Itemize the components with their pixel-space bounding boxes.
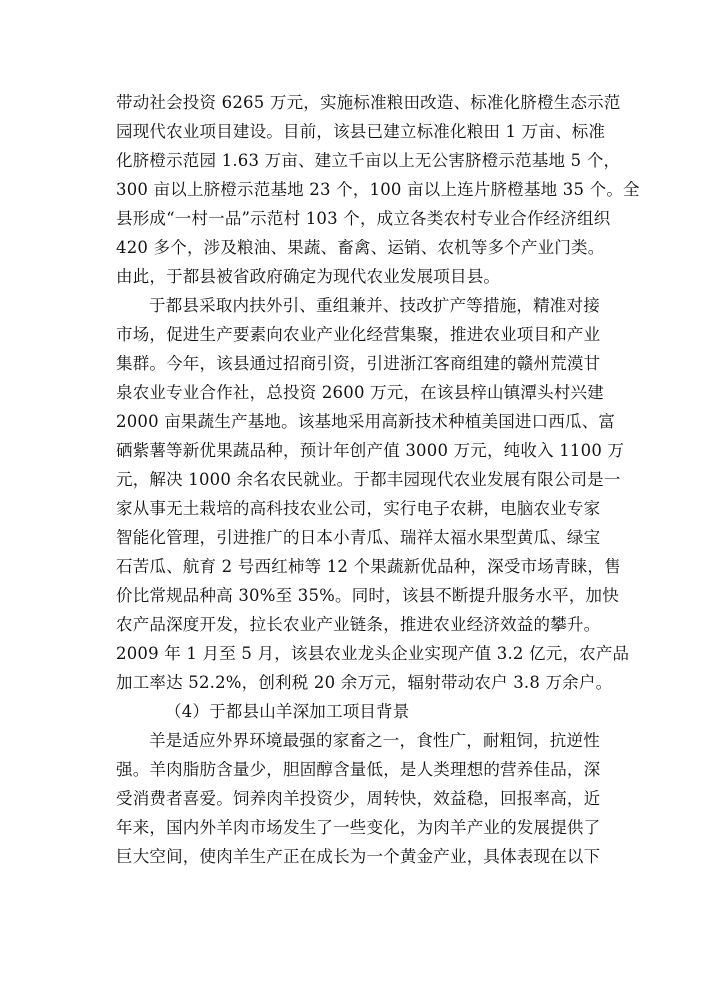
text-line: 于都县采取内扶外引、重组兼并、技改扩产等措施，精准对接 [149, 296, 600, 315]
text-line: 集群。今年，该县通过招商引资，引进浙江客商组建的赣州荒漠甘 [116, 354, 601, 373]
text-line: 羊是适应外界环境最强的家畜之一，食性广，耐粗饲，抗逆性 [149, 731, 600, 750]
text-line: 农产品深度开发，拉长农业产业链条，推进农业经济效益的攀升。 [116, 615, 601, 634]
text-line: 市场，促进生产要素向农业产业化经营集聚，推进农业项目和产业 [116, 325, 601, 344]
text-line: 硒紫薯等新优果蔬品种，预计年创产值 3000 万元，纯收入 1100 万 [116, 441, 625, 460]
document-body [116, 88, 640, 871]
text-line: 园现代农业项目建设。目前，该县已建立标准化粮田 1 万亩、标准 [116, 122, 606, 141]
paragraph-industrialization [116, 291, 630, 697]
text-line: 带动社会投资 6265 万元，实施标准粮田改造、标准化脐橙生态示范 [116, 93, 621, 112]
text-line: 智能化管理，引进推广的日本小青瓜、瑞祥太福水果型黄瓜、绿宝 [116, 528, 601, 547]
text-line: 石苦瓜、航育 2 号西红柿等 12 个果蔬新优品种，深受市场青睐，售 [116, 557, 621, 576]
text-line: 元，解决 1000 余名农民就业。于都丰园现代农业发展有限公司是一 [116, 470, 621, 489]
text-line: 年来，国内外羊肉市场发生了一些变化，为肉羊产业的发展提供了 [116, 818, 601, 837]
text-line: 强。羊肉脂肪含量少，胆固醇含量低，是人类理想的营养佳品，深 [116, 760, 601, 779]
section-heading: （4）于都县山羊深加工项目背景 [165, 702, 410, 721]
text-line: 化脐橙示范园 1.63 万亩、建立千亩以上无公害脐橙示范基地 5 个， [116, 151, 621, 170]
text-line: 县形成“一村一品”示范村 103 个，成立各类农村专业合作经济组织 [116, 209, 611, 228]
text-line: 价比常规品种高 30%至 35%。同时，该县不断提升服务水平，加快 [116, 586, 619, 605]
text-line: 受消费者喜爱。饲养肉羊投资少，周转快，效益稳，回报率高，近 [116, 789, 601, 808]
text-line: 2000 亩果蔬生产基地。该基地采用高新技术种植美国进口西瓜、富 [116, 412, 616, 431]
paragraph-goat-background [116, 726, 601, 871]
text-line: 420 多个，涉及粮油、果蔬、畜禽、运销、农机等多个产业门类。 [116, 238, 605, 257]
text-line: 2009 年 1 月至 5 月，该县农业龙头企业实现产值 3.2 亿元，农产品 [116, 644, 630, 663]
text-line: 泉农业专业合作社，总投资 2600 万元，在该县梓山镇潭头村兴建 [116, 383, 604, 402]
text-line: 由此，于都县被省政府确定为现代农业发展项目县。 [116, 267, 501, 286]
text-line: 家从事无土栽培的高科技农业公司，实行电子农耕，电脑农业专家 [116, 499, 601, 518]
text-line: 加工率达 52.2%，创利税 20 余万元，辐射带动农户 3.8 万余户。 [116, 673, 613, 692]
paragraph-investment-summary [116, 88, 640, 291]
text-line: 300 亩以上脐橙示范基地 23 个，100 亩以上连片脐橙基地 35 个。全 [116, 180, 640, 199]
text-line: 巨大空间，使肉羊生产正在成长为一个黄金产业，具体表现在以下 [116, 847, 601, 866]
